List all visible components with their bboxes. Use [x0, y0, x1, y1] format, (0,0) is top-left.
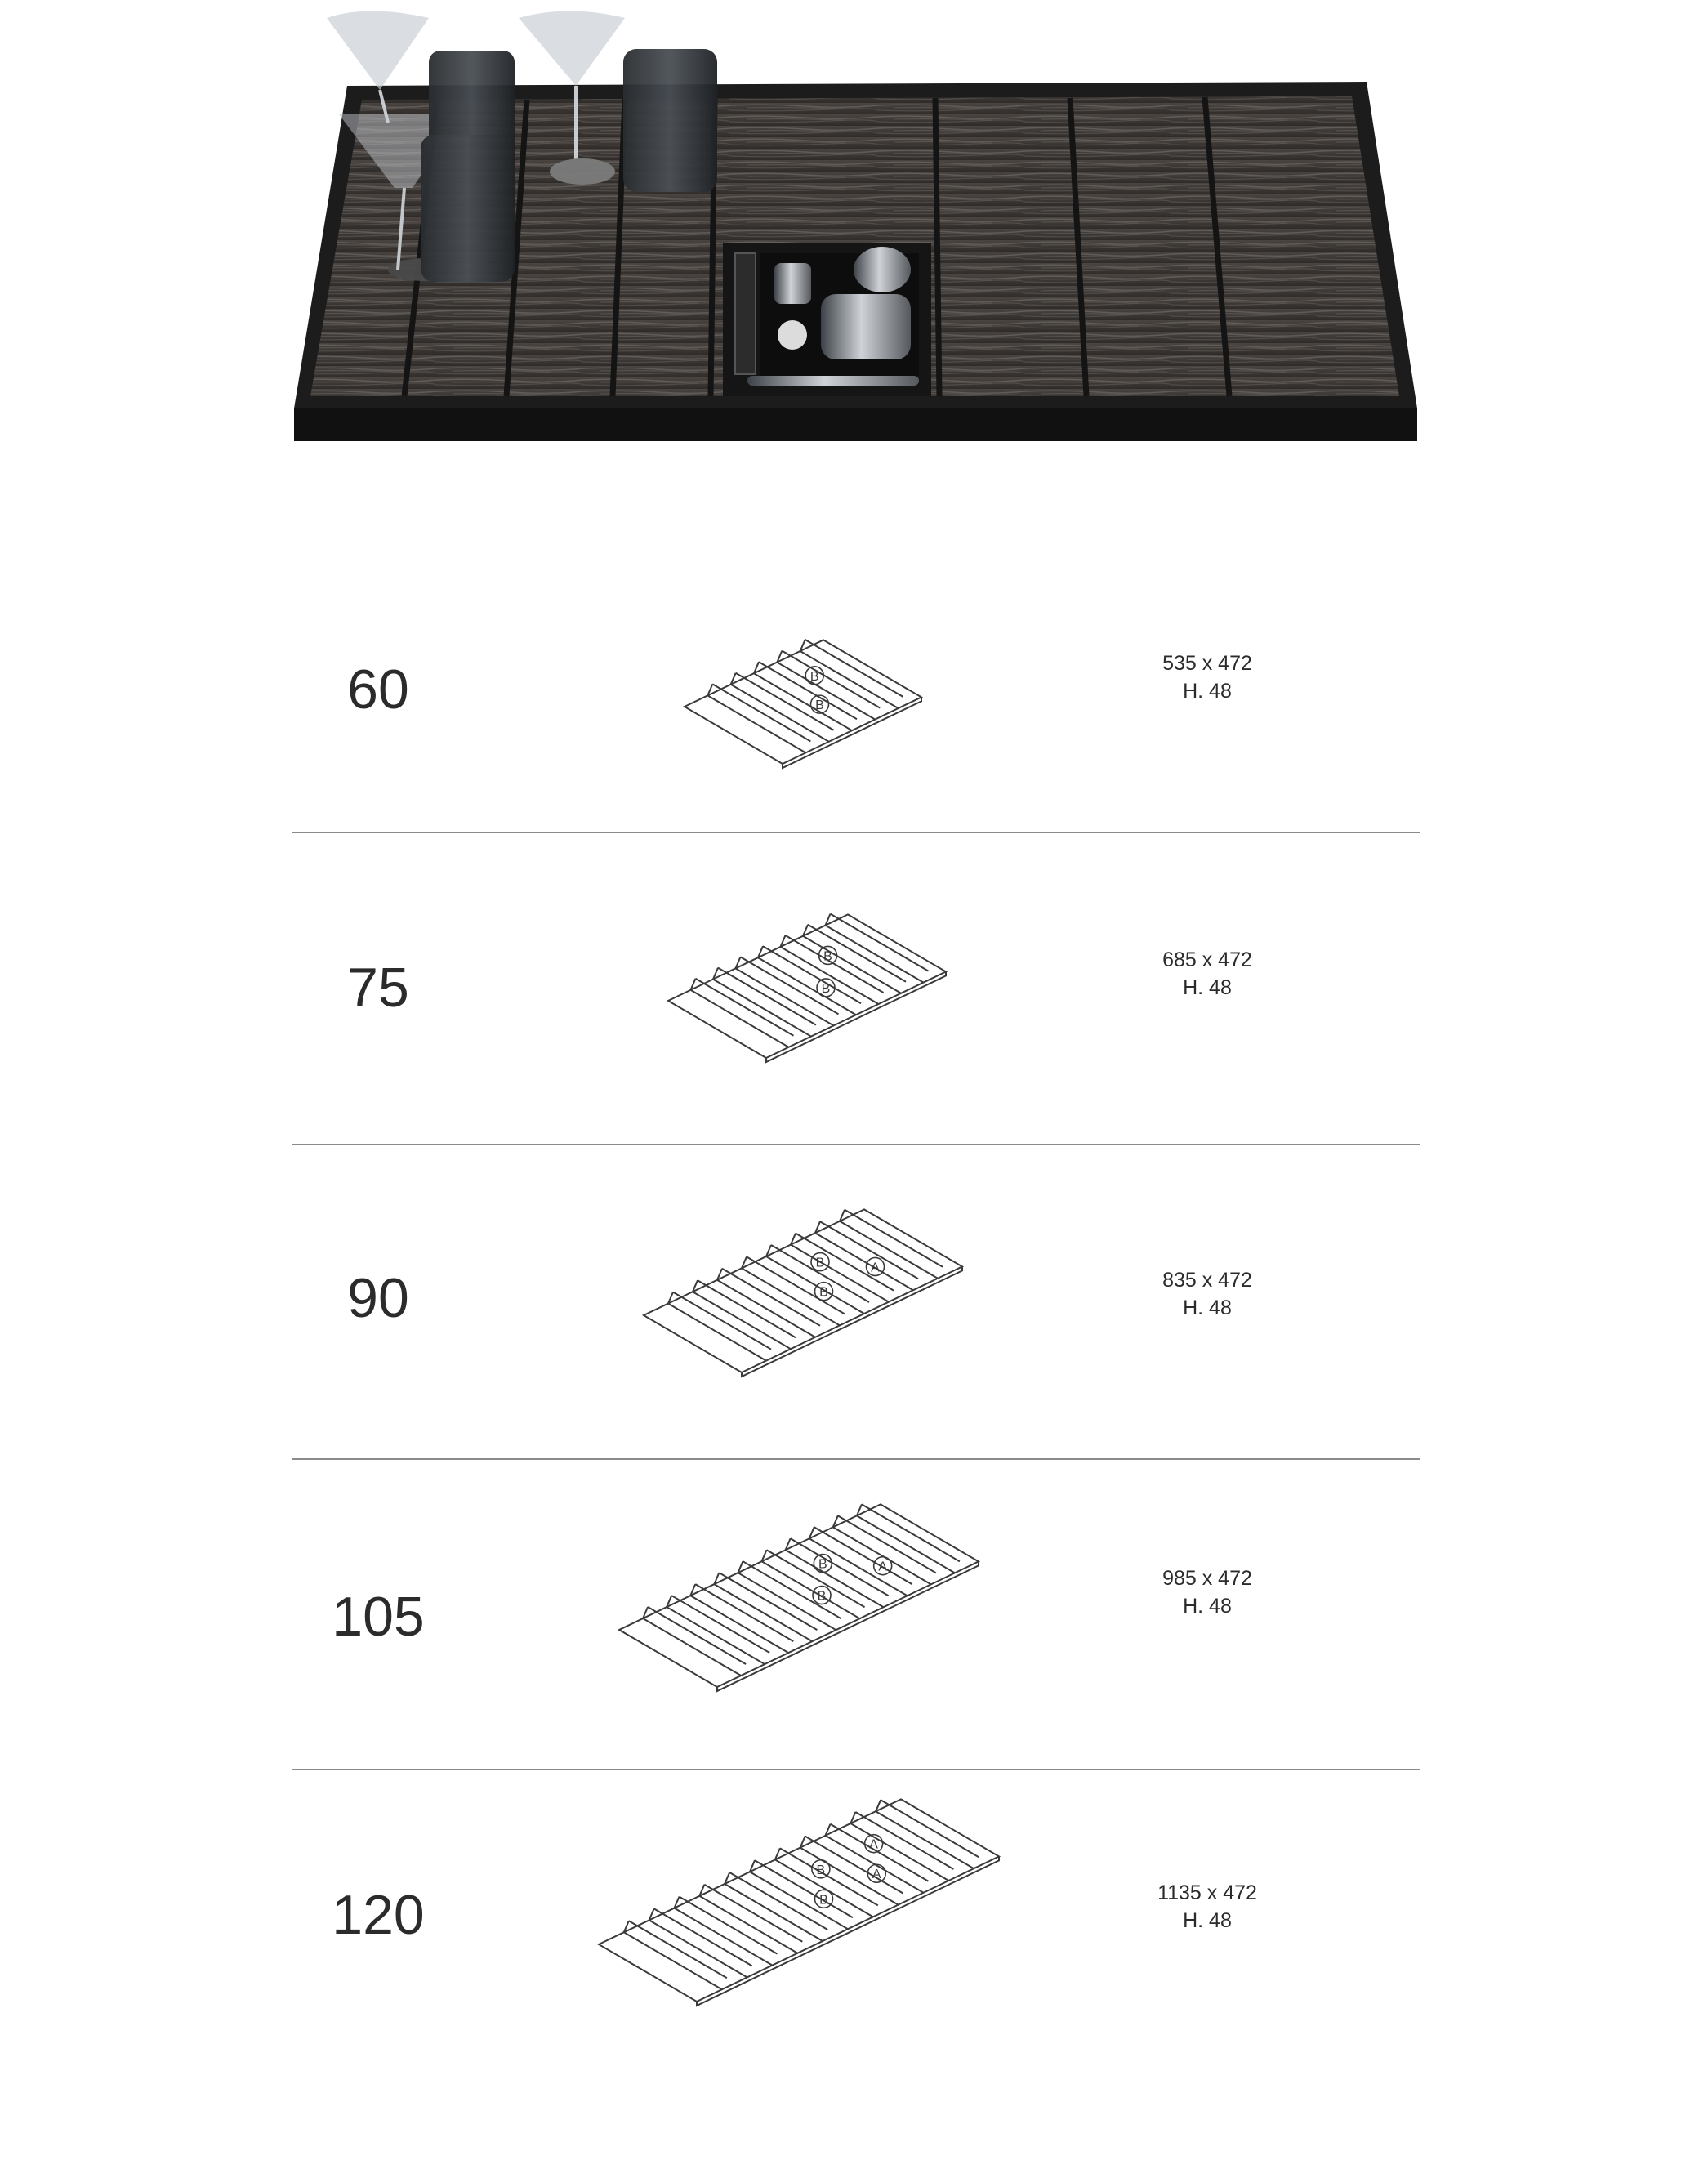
size-label: 120 — [332, 1884, 425, 1946]
row-divider — [292, 1458, 1420, 1460]
dimensions — [1117, 1564, 1297, 1620]
product-image — [290, 0, 1434, 457]
dimensions-wxd: 985 x 472 — [1162, 1567, 1252, 1590]
tray-layout-drawing — [668, 621, 938, 817]
dimensions-height: H. 48 — [1183, 1595, 1232, 1618]
compartment-letter: B — [809, 669, 819, 684]
dimensions-wxd: 535 x 472 — [1162, 652, 1252, 675]
compartment-letter: A — [878, 1560, 888, 1574]
compartment-letter: B — [815, 1256, 825, 1270]
tray-layout-drawing — [627, 1230, 979, 1426]
size-label: 60 — [347, 658, 409, 721]
compartment-letter: B — [815, 698, 824, 713]
size-row-60 — [292, 621, 1420, 931]
compartment-letter: A — [872, 1868, 881, 1882]
row-divider — [292, 832, 1420, 833]
row-divider — [292, 1144, 1420, 1145]
dimensions-height: H. 48 — [1183, 1296, 1232, 1319]
compartment-letter: B — [821, 981, 831, 996]
compartment-letter: B — [819, 1285, 828, 1300]
tray-layout-drawing — [603, 1544, 995, 1740]
dimensions — [1117, 946, 1297, 1002]
row-divider — [292, 1769, 1420, 1770]
compartment-letter: B — [823, 949, 832, 964]
size-row-75 — [292, 915, 1420, 1225]
dimensions-height: H. 48 — [1183, 1909, 1232, 1932]
compartment-letter: B — [819, 1893, 828, 1908]
size-row-120 — [292, 1837, 1420, 2169]
dimensions — [1117, 649, 1297, 705]
tray-layout-drawing — [582, 1837, 1015, 2055]
tray-layout-drawing — [652, 915, 962, 1111]
dimensions-height: H. 48 — [1183, 976, 1232, 999]
size-row-105 — [292, 1544, 1420, 1854]
size-label: 90 — [347, 1267, 409, 1329]
dimensions-wxd: 1135 x 472 — [1157, 1881, 1257, 1904]
dimensions-wxd: 685 x 472 — [1162, 948, 1252, 971]
size-label: 75 — [347, 957, 409, 1019]
dimensions-wxd: 835 x 472 — [1162, 1269, 1252, 1292]
compartment-letter: B — [818, 1557, 827, 1572]
size-label: 105 — [332, 1586, 425, 1648]
compartment-letter: B — [817, 1589, 827, 1604]
compartment-letter: A — [869, 1837, 878, 1852]
dimensions-height: H. 48 — [1183, 680, 1232, 703]
compartment-letter: B — [816, 1863, 826, 1877]
dimensions — [1117, 1879, 1297, 1935]
compartment-letter: A — [871, 1261, 880, 1275]
size-row-90 — [292, 1230, 1420, 1540]
dimensions — [1117, 1266, 1297, 1322]
